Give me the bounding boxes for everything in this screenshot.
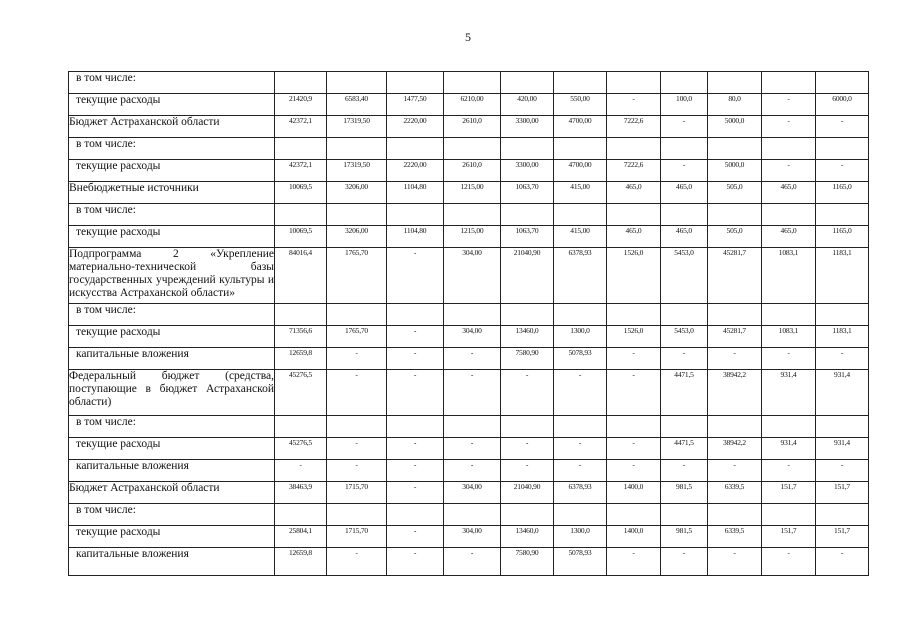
table-row [69, 348, 869, 370]
row-label: Внебюджетные источники [69, 182, 275, 204]
value-cell: 13460,0 [501, 526, 554, 548]
value-cell [816, 72, 869, 94]
value-cell: 6378,93 [554, 248, 607, 304]
value-cell: - [661, 548, 708, 576]
value-cell: 45281,7 [708, 326, 762, 348]
value-cell [708, 138, 762, 160]
value-cell: 38463,9 [275, 482, 327, 504]
value-cell: - [762, 348, 816, 370]
value-cell [607, 204, 661, 226]
value-cell [501, 138, 554, 160]
value-cell [554, 504, 607, 526]
value-cell [275, 72, 327, 94]
value-cell: 6583,40 [327, 94, 387, 116]
value-cell: - [607, 370, 661, 416]
value-cell: - [444, 370, 501, 416]
value-cell: 45276,5 [275, 438, 327, 460]
value-cell: - [327, 548, 387, 576]
table-row [69, 138, 869, 160]
value-cell: 5000,0 [708, 116, 762, 138]
value-cell: 304,00 [444, 526, 501, 548]
value-cell: 1526,0 [607, 248, 661, 304]
row-label: в том числе: [69, 504, 275, 526]
value-cell [607, 416, 661, 438]
value-cell [816, 504, 869, 526]
value-cell: 6000,0 [816, 94, 869, 116]
value-cell: 415,00 [554, 226, 607, 248]
value-cell: - [708, 348, 762, 370]
row-label: текущие расходы [69, 160, 275, 182]
row-label: Бюджет Астраханской области [69, 116, 275, 138]
value-cell: - [607, 94, 661, 116]
row-label: текущие расходы [69, 326, 275, 348]
value-cell: 1183,1 [816, 326, 869, 348]
value-cell: - [661, 116, 708, 138]
value-cell: 17319,50 [327, 116, 387, 138]
value-cell: 7222,6 [607, 160, 661, 182]
table-row [69, 504, 869, 526]
value-cell [554, 72, 607, 94]
value-cell: 2610,0 [444, 116, 501, 138]
value-cell [708, 204, 762, 226]
value-cell: 931,4 [762, 370, 816, 416]
row-label: текущие расходы [69, 526, 275, 548]
value-cell: 304,00 [444, 326, 501, 348]
value-cell: 1400,0 [607, 482, 661, 504]
row-label: капитальные вложения [69, 348, 275, 370]
value-cell: - [387, 348, 444, 370]
value-cell [708, 72, 762, 94]
value-cell [444, 416, 501, 438]
value-cell: 304,00 [444, 248, 501, 304]
value-cell: - [444, 460, 501, 482]
value-cell: 42372,1 [275, 160, 327, 182]
value-cell: 25804,1 [275, 526, 327, 548]
budget-table [68, 71, 869, 576]
value-cell: 13460,0 [501, 326, 554, 348]
value-cell: - [387, 460, 444, 482]
value-cell [387, 204, 444, 226]
table-row [69, 460, 869, 482]
value-cell [275, 504, 327, 526]
value-cell [501, 416, 554, 438]
row-label: капитальные вложения [69, 548, 275, 576]
value-cell [327, 304, 387, 326]
table-row [69, 304, 869, 326]
value-cell: 6339,5 [708, 482, 762, 504]
table-row [69, 482, 869, 504]
value-cell: 1765,70 [327, 326, 387, 348]
row-label: Федеральный бюджет (средства, поступающие в бюджет Астраханской области) [69, 370, 275, 416]
value-cell: 100,0 [661, 94, 708, 116]
value-cell: 465,0 [661, 182, 708, 204]
value-cell [661, 72, 708, 94]
value-cell: 1063,70 [501, 182, 554, 204]
value-cell: 981,5 [661, 482, 708, 504]
value-cell [661, 416, 708, 438]
value-cell: - [661, 460, 708, 482]
table-row [69, 116, 869, 138]
value-cell: 10069,5 [275, 182, 327, 204]
value-cell [275, 416, 327, 438]
value-cell: 1765,70 [327, 248, 387, 304]
value-cell: 151,7 [762, 482, 816, 504]
table-row [69, 326, 869, 348]
value-cell [554, 416, 607, 438]
value-cell [501, 72, 554, 94]
value-cell: - [607, 348, 661, 370]
value-cell: 5078,93 [554, 348, 607, 370]
value-cell: - [708, 548, 762, 576]
value-cell [607, 304, 661, 326]
value-cell: - [762, 116, 816, 138]
value-cell [387, 72, 444, 94]
value-cell [607, 504, 661, 526]
value-cell: 151,7 [762, 526, 816, 548]
value-cell: 465,0 [607, 182, 661, 204]
value-cell [554, 304, 607, 326]
value-cell: - [661, 160, 708, 182]
value-cell: 21420,9 [275, 94, 327, 116]
value-cell: 21040,90 [501, 482, 554, 504]
value-cell: 1215,00 [444, 226, 501, 248]
value-cell: 4700,00 [554, 160, 607, 182]
value-cell: 1715,70 [327, 526, 387, 548]
value-cell: - [708, 460, 762, 482]
value-cell: - [327, 348, 387, 370]
value-cell: - [444, 438, 501, 460]
value-cell: 21040,90 [501, 248, 554, 304]
value-cell: - [387, 526, 444, 548]
value-cell: 1477,50 [387, 94, 444, 116]
value-cell [275, 204, 327, 226]
table-row [69, 72, 869, 94]
value-cell [444, 504, 501, 526]
value-cell [387, 416, 444, 438]
value-cell: - [661, 348, 708, 370]
page-number: 5 [465, 30, 471, 44]
value-cell: - [607, 460, 661, 482]
value-cell: - [387, 248, 444, 304]
value-cell: 465,0 [762, 182, 816, 204]
value-cell: 2610,0 [444, 160, 501, 182]
value-cell: - [501, 460, 554, 482]
value-cell [327, 72, 387, 94]
value-cell: 1300,0 [554, 326, 607, 348]
value-cell [327, 204, 387, 226]
row-label: в том числе: [69, 416, 275, 438]
value-cell [708, 304, 762, 326]
value-cell: 6339,5 [708, 526, 762, 548]
value-cell: - [816, 348, 869, 370]
row-label: текущие расходы [69, 226, 275, 248]
value-cell [816, 204, 869, 226]
value-cell: 38942,2 [708, 438, 762, 460]
value-cell: - [607, 438, 661, 460]
value-cell: 1715,70 [327, 482, 387, 504]
value-cell [327, 138, 387, 160]
row-label: текущие расходы [69, 438, 275, 460]
value-cell: 1165,0 [816, 182, 869, 204]
value-cell: 80,0 [708, 94, 762, 116]
value-cell [327, 416, 387, 438]
value-cell [762, 204, 816, 226]
value-cell: 1400,0 [607, 526, 661, 548]
row-label: текущие расходы [69, 94, 275, 116]
value-cell: - [816, 460, 869, 482]
value-cell [762, 72, 816, 94]
value-cell: - [762, 160, 816, 182]
value-cell [387, 138, 444, 160]
value-cell: - [275, 460, 327, 482]
value-cell: 5453,0 [661, 326, 708, 348]
value-cell: 1300,0 [554, 526, 607, 548]
value-cell [444, 138, 501, 160]
value-cell [661, 504, 708, 526]
value-cell [762, 416, 816, 438]
value-cell: 5000,0 [708, 160, 762, 182]
value-cell: - [607, 548, 661, 576]
value-cell: - [816, 160, 869, 182]
value-cell: - [387, 370, 444, 416]
value-cell: 45281,7 [708, 248, 762, 304]
value-cell: 931,4 [762, 438, 816, 460]
value-cell: 304,00 [444, 482, 501, 504]
value-cell: 38942,2 [708, 370, 762, 416]
value-cell: 45276,5 [275, 370, 327, 416]
value-cell [708, 504, 762, 526]
value-cell [501, 504, 554, 526]
value-cell: 151,7 [816, 482, 869, 504]
table-row [69, 438, 869, 460]
value-cell: 151,7 [816, 526, 869, 548]
value-cell: 1183,1 [816, 248, 869, 304]
value-cell: 420,00 [501, 94, 554, 116]
value-cell [816, 138, 869, 160]
value-cell: 1104,80 [387, 182, 444, 204]
value-cell: 550,00 [554, 94, 607, 116]
value-cell [708, 416, 762, 438]
table-row [69, 182, 869, 204]
value-cell [444, 304, 501, 326]
value-cell: 465,0 [661, 226, 708, 248]
value-cell: - [444, 548, 501, 576]
value-cell: 42372,1 [275, 116, 327, 138]
table-body [69, 72, 869, 576]
value-cell: - [762, 460, 816, 482]
value-cell [554, 138, 607, 160]
value-cell [275, 304, 327, 326]
value-cell: 505,0 [708, 226, 762, 248]
value-cell: - [762, 548, 816, 576]
value-cell: - [327, 460, 387, 482]
value-cell: 10069,5 [275, 226, 327, 248]
value-cell: - [444, 348, 501, 370]
value-cell: 2220,00 [387, 116, 444, 138]
value-cell: - [554, 438, 607, 460]
table-row [69, 526, 869, 548]
value-cell [387, 304, 444, 326]
table-row [69, 548, 869, 576]
value-cell: 4700,00 [554, 116, 607, 138]
value-cell: - [387, 438, 444, 460]
value-cell: 3206,00 [327, 226, 387, 248]
value-cell: 465,0 [607, 226, 661, 248]
value-cell: 931,4 [816, 438, 869, 460]
value-cell [607, 72, 661, 94]
value-cell: 5078,93 [554, 548, 607, 576]
row-label: в том числе: [69, 304, 275, 326]
value-cell: 12659,8 [275, 548, 327, 576]
value-cell: 1165,0 [816, 226, 869, 248]
value-cell [501, 304, 554, 326]
value-cell: 1215,00 [444, 182, 501, 204]
row-label: в том числе: [69, 204, 275, 226]
value-cell [816, 416, 869, 438]
value-cell [661, 204, 708, 226]
value-cell [661, 304, 708, 326]
table-row [69, 248, 869, 304]
value-cell: 12659,8 [275, 348, 327, 370]
row-label: в том числе: [69, 72, 275, 94]
value-cell: - [327, 438, 387, 460]
value-cell: 4471,5 [661, 438, 708, 460]
value-cell: 3206,00 [327, 182, 387, 204]
row-label: Бюджет Астраханской области [69, 482, 275, 504]
value-cell: - [327, 370, 387, 416]
value-cell: 4471,5 [661, 370, 708, 416]
table-row [69, 94, 869, 116]
value-cell: 1104,80 [387, 226, 444, 248]
value-cell [762, 304, 816, 326]
value-cell [554, 204, 607, 226]
value-cell [661, 138, 708, 160]
row-label: в том числе: [69, 138, 275, 160]
value-cell: 5453,0 [661, 248, 708, 304]
value-cell: 3300,00 [501, 116, 554, 138]
table-row [69, 416, 869, 438]
value-cell: 6378,93 [554, 482, 607, 504]
value-cell: 2220,00 [387, 160, 444, 182]
table-row [69, 370, 869, 416]
value-cell: - [816, 116, 869, 138]
value-cell: 6210,00 [444, 94, 501, 116]
value-cell [762, 504, 816, 526]
value-cell: 465,0 [762, 226, 816, 248]
value-cell: - [554, 370, 607, 416]
value-cell: 1083,1 [762, 326, 816, 348]
value-cell: 931,4 [816, 370, 869, 416]
value-cell: 3300,00 [501, 160, 554, 182]
value-cell: - [501, 438, 554, 460]
value-cell [762, 138, 816, 160]
value-cell [816, 304, 869, 326]
value-cell: - [387, 548, 444, 576]
row-label: капитальные вложения [69, 460, 275, 482]
value-cell [444, 72, 501, 94]
row-label: Подпрограмма 2 «Укрепление материально-технической базы государственных учреждений культуры и искусства Астраханской области» [69, 248, 275, 304]
value-cell: 1063,70 [501, 226, 554, 248]
value-cell: - [816, 548, 869, 576]
value-cell: 17319,50 [327, 160, 387, 182]
value-cell: 981,5 [661, 526, 708, 548]
value-cell [607, 138, 661, 160]
value-cell: 84016,4 [275, 248, 327, 304]
value-cell: - [554, 460, 607, 482]
value-cell: 7580,90 [501, 348, 554, 370]
value-cell [275, 138, 327, 160]
value-cell [444, 204, 501, 226]
table-row [69, 226, 869, 248]
value-cell: 505,0 [708, 182, 762, 204]
value-cell: 1526,0 [607, 326, 661, 348]
value-cell: 1083,1 [762, 248, 816, 304]
value-cell: 7222,6 [607, 116, 661, 138]
value-cell: - [387, 326, 444, 348]
value-cell [501, 204, 554, 226]
value-cell: - [762, 94, 816, 116]
value-cell [387, 504, 444, 526]
value-cell: - [387, 482, 444, 504]
value-cell: 415,00 [554, 182, 607, 204]
value-cell: 71356,6 [275, 326, 327, 348]
table-row [69, 160, 869, 182]
value-cell [327, 504, 387, 526]
value-cell: - [501, 370, 554, 416]
value-cell: 7580,90 [501, 548, 554, 576]
table-row [69, 204, 869, 226]
